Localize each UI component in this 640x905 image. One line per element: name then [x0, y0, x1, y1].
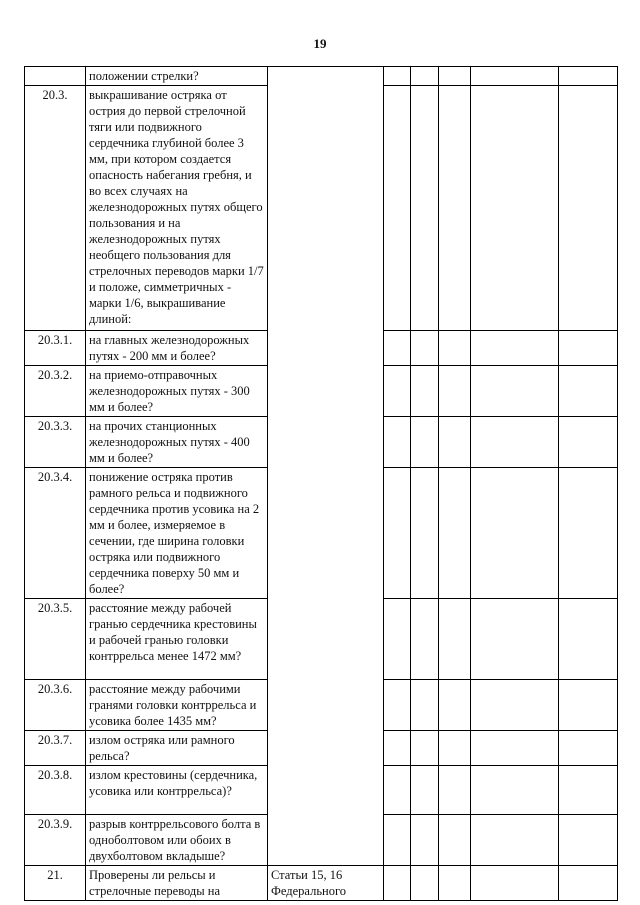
notes-cell: [471, 680, 559, 731]
requirement-text: разрыв контррельсового болта в одноболтовом или обоих в двухболтовом вкладыше?: [86, 815, 268, 866]
answer-na-cell: [439, 599, 471, 680]
notes-cell: [471, 815, 559, 866]
extra-cell: [559, 331, 618, 366]
answer-yes-cell: [384, 866, 411, 901]
legal-reference-text: Статьи 15, 16 Федерального: [268, 866, 384, 901]
extra-cell: [559, 766, 618, 815]
answer-yes-cell: [384, 468, 411, 599]
item-number: [25, 67, 86, 86]
item-number: 20.3.4.: [25, 468, 86, 599]
requirement-text: на главных железнодорожных путях - 200 мм и более?: [86, 331, 268, 366]
item-number: 20.3.2.: [25, 366, 86, 417]
answer-no-cell: [411, 766, 439, 815]
answer-na-cell: [439, 417, 471, 468]
page-number: 19: [313, 36, 327, 51]
extra-cell: [559, 468, 618, 599]
item-number: 20.3.3.: [25, 417, 86, 468]
answer-na-cell: [439, 866, 471, 901]
item-number: 20.3.6.: [25, 680, 86, 731]
answer-na-cell: [439, 766, 471, 815]
notes-cell: [471, 731, 559, 766]
notes-cell: [471, 468, 559, 599]
answer-na-cell: [439, 731, 471, 766]
requirement-text: выкрашивание остряка от острия до первой стрелочной тяги или подвижного сердечника глубиной более 3 мм, при котором создается опасность набегания гребня, и во всех случаях на железнодорожных путях общего пользования и на железнодорожных путях необщего пользования для стрелочных переводов марки 1/7 и положе, симметричных - марки 1/6, выкрашивание длиной:: [86, 86, 268, 331]
item-number: 20.3.5.: [25, 599, 86, 680]
answer-na-cell: [439, 680, 471, 731]
checklist-table: [24, 66, 618, 901]
requirement-text: расстояние между рабочей гранью сердечника крестовины и рабочей гранью головки контррельса менее 1472 мм?: [86, 599, 268, 680]
extra-cell: [559, 599, 618, 680]
table-row: [25, 67, 618, 86]
answer-no-cell: [411, 731, 439, 766]
answer-no-cell: [411, 468, 439, 599]
answer-no-cell: [411, 815, 439, 866]
notes-cell: [471, 331, 559, 366]
notes-cell: [471, 417, 559, 468]
requirement-text: Проверены ли рельсы и стрелочные переводы на: [86, 866, 268, 901]
requirement-text: понижение остряка против рамного рельса и подвижного сердечника против усовика на 2 мм и более, измеряемое в сечении, где ширина головки остряка или подвижного сердечника поверху 50 мм и более?: [86, 468, 268, 599]
answer-yes-cell: [384, 366, 411, 417]
answer-no-cell: [411, 866, 439, 901]
answer-yes-cell: [384, 331, 411, 366]
requirement-text: на прочих станционных железнодорожных путях - 400 мм и более?: [86, 417, 268, 468]
item-number: 20.3.1.: [25, 331, 86, 366]
answer-yes-cell: [384, 815, 411, 866]
answer-no-cell: [411, 680, 439, 731]
requirement-text: расстояние между рабочими гранями головки контррельса и усовика более 1435 мм?: [86, 680, 268, 731]
answer-no-cell: [411, 599, 439, 680]
notes-cell: [471, 67, 559, 86]
answer-no-cell: [411, 331, 439, 366]
item-number: 20.3.: [25, 86, 86, 331]
answer-na-cell: [439, 815, 471, 866]
table-row: [25, 866, 618, 901]
answer-yes-cell: [384, 417, 411, 468]
answer-yes-cell: [384, 731, 411, 766]
answer-yes-cell: [384, 680, 411, 731]
answer-no-cell: [411, 366, 439, 417]
answer-na-cell: [439, 67, 471, 86]
notes-cell: [471, 866, 559, 901]
answer-yes-cell: [384, 67, 411, 86]
item-number: 20.3.8.: [25, 766, 86, 815]
answer-na-cell: [439, 86, 471, 331]
extra-cell: [559, 366, 618, 417]
extra-cell: [559, 86, 618, 331]
extra-cell: [559, 680, 618, 731]
extra-cell: [559, 417, 618, 468]
notes-cell: [471, 366, 559, 417]
answer-yes-cell: [384, 766, 411, 815]
item-number: 20.3.9.: [25, 815, 86, 866]
answer-yes-cell: [384, 599, 411, 680]
item-number: 21.: [25, 866, 86, 901]
answer-na-cell: [439, 366, 471, 417]
requirement-text: положении стрелки?: [86, 67, 268, 86]
item-number: 20.3.7.: [25, 731, 86, 766]
requirement-text: излом остряка или рамного рельса?: [86, 731, 268, 766]
answer-no-cell: [411, 67, 439, 86]
answer-na-cell: [439, 468, 471, 599]
extra-cell: [559, 815, 618, 866]
notes-cell: [471, 86, 559, 331]
requirement-text: излом крестовины (сердечника, усовика или контррельса)?: [86, 766, 268, 815]
notes-cell: [471, 766, 559, 815]
extra-cell: [559, 731, 618, 766]
requirement-text: на приемо-отправочных железнодорожных путях - 300 мм и более?: [86, 366, 268, 417]
answer-yes-cell: [384, 86, 411, 331]
extra-cell: [559, 67, 618, 86]
notes-cell: [471, 599, 559, 680]
answer-no-cell: [411, 417, 439, 468]
legal-reference-cell: [268, 67, 384, 866]
extra-cell: [559, 866, 618, 901]
answer-na-cell: [439, 331, 471, 366]
answer-no-cell: [411, 86, 439, 331]
